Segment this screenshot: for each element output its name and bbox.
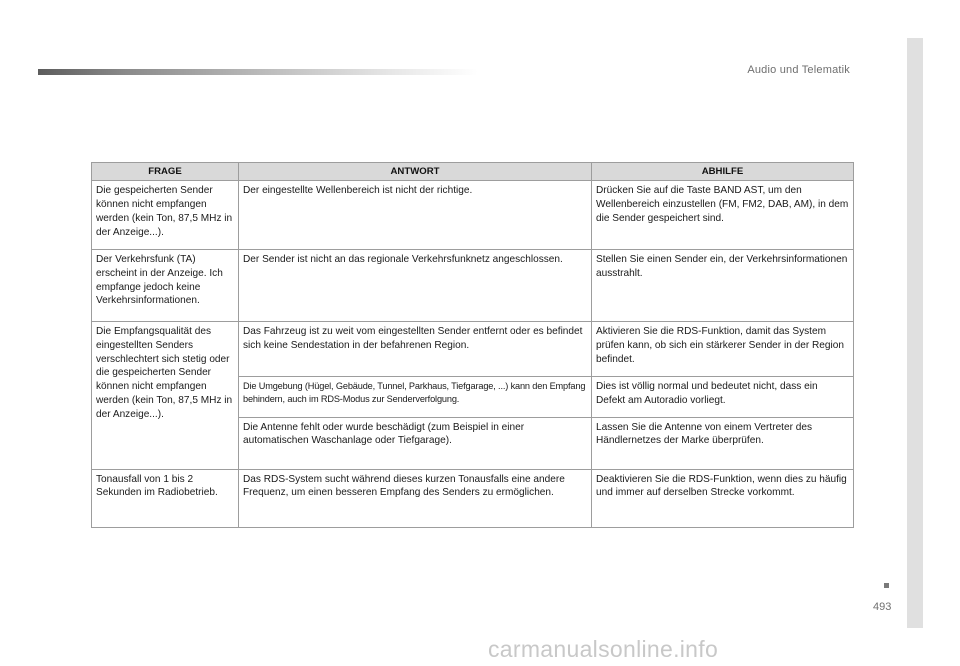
table-header-row (92, 163, 854, 181)
remedy-cell: Stellen Sie einen Sender ein, der Verkehrsinformationen ausstrahlt. (592, 249, 854, 321)
remedy-cell: Lassen Sie die Antenne von einem Vertreter des Händlernetzes der Marke überprüfen. (592, 417, 854, 469)
table-row (92, 181, 854, 250)
watermark: carmanualsonline.info (488, 636, 719, 662)
answer-cell: Der Sender ist nicht an das regionale Verkehrsfunknetz angeschlossen. (239, 249, 592, 321)
column-header-remedy: ABHILFE (592, 163, 854, 181)
side-strip (907, 38, 923, 628)
answer-cell: Das RDS-System sucht während dieses kurzen Tonausfalls eine andere Frequenz, um einen besseren Empfang des Senders zu ermöglichen. (239, 469, 592, 527)
answer-cell: Der eingestellte Wellenbereich ist nicht der richtige. (239, 181, 592, 250)
answer-cell: Die Umgebung (Hügel, Gebäude, Tunnel, Parkhaus, Tiefgarage, ...) kann den Empfang behindern, auch im RDS-Modus zur Senderverfolgung. (239, 376, 592, 417)
remedy-cell: Drücken Sie auf die Taste BAND AST, um den Wellenbereich einzustellen (FM, FM2, DAB, AM), in dem die Sender gespeichert sind. (592, 181, 854, 250)
question-cell: Der Verkehrsfunk (TA) erscheint in der Anzeige. Ich empfange jedoch keine Verkehrsinformationen. (92, 249, 239, 321)
table-row (92, 249, 854, 321)
answer-cell: Das Fahrzeug ist zu weit vom eingestellten Sender entfernt oder es befindet sich keine Sendestation in der befahrenen Region. (239, 321, 592, 376)
question-cell: Die gespeicherten Sender können nicht empfangen werden (kein Ton, 87,5 MHz in der Anzeige...). (92, 181, 239, 250)
table-row (92, 469, 854, 527)
page-marker (884, 583, 889, 588)
page-number: 493 (873, 601, 892, 613)
chapter-title: Audio und Telematik (747, 64, 850, 76)
question-cell: Die Empfangsqualität des eingestellten Senders verschlechtert sich stetig oder die gespeicherten Sender können nicht empfangen werden (kein Ton, 87,5 MHz in der Anzeige...). (92, 321, 239, 469)
column-header-answer: ANTWORT (239, 163, 592, 181)
remedy-cell: Deaktivieren Sie die RDS-Funktion, wenn dies zu häufig und immer auf derselben Strecke vorkommt. (592, 469, 854, 527)
remedy-cell: Dies ist völlig normal und bedeutet nicht, dass ein Defekt am Autoradio vorliegt. (592, 376, 854, 417)
header-gradient-bar (38, 69, 478, 75)
remedy-cell: Aktivieren Sie die RDS-Funktion, damit das System prüfen kann, ob sich ein stärkerer Sender in der Region befindet. (592, 321, 854, 376)
table-row (92, 321, 854, 376)
question-cell: Tonausfall von 1 bis 2 Sekunden im Radiobetrieb. (92, 469, 239, 527)
troubleshooting-table (91, 162, 854, 528)
column-header-question: FRAGE (92, 163, 239, 181)
answer-cell: Die Antenne fehlt oder wurde beschädigt (zum Beispiel in einer automatischen Waschanlage oder Tiefgarage). (239, 417, 592, 469)
